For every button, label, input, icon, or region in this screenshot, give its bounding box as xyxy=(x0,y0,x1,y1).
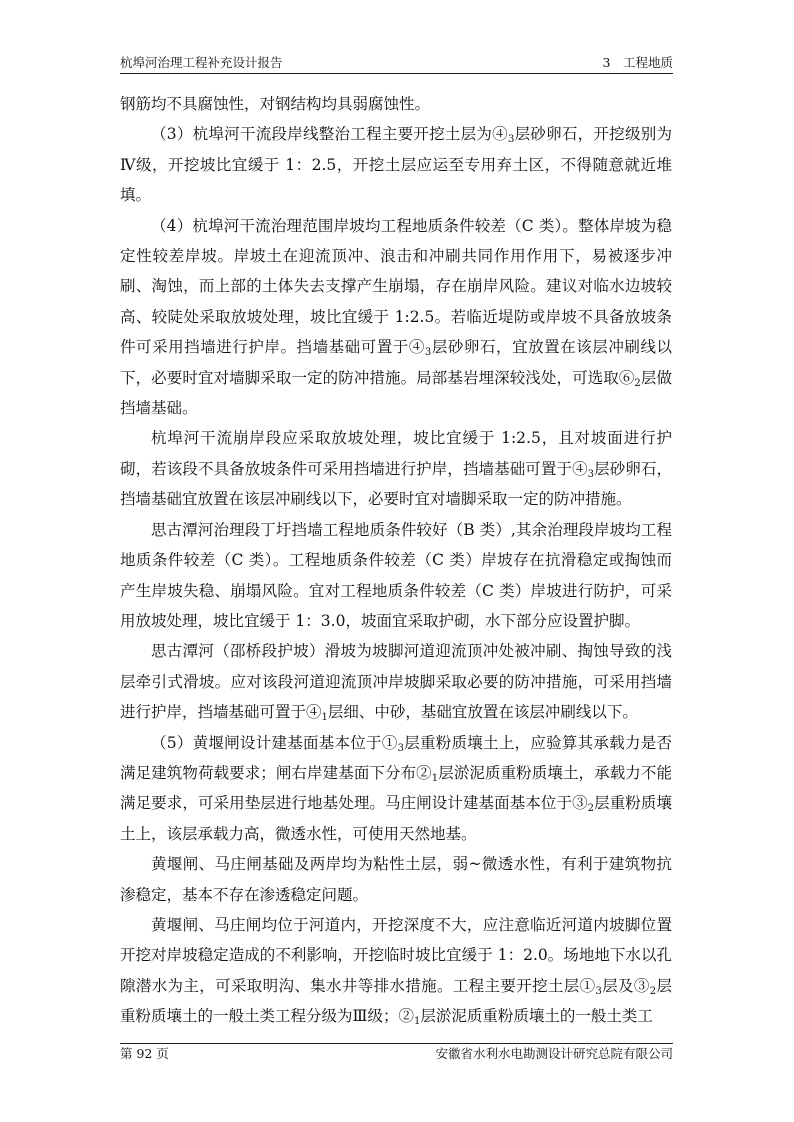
text-run: （3）杭埠河干流段岸线整治工程主要开挖土层为④ xyxy=(151,125,508,144)
text-run: 层重粉质壤土上，该层承载力高，微透水性，可使用天然地基。 xyxy=(120,794,672,843)
paragraph xyxy=(120,910,672,1032)
paragraph xyxy=(120,423,672,514)
text-run: 层重粉质壤土上，应验算其承载力是否满足建筑物荷载要求；闸右岸建基面下分布② xyxy=(120,733,672,782)
paragraph xyxy=(120,728,672,850)
chapter-title: 3 工程地质 xyxy=(602,55,673,70)
layer-subscript: 3 xyxy=(424,347,432,359)
page-footer xyxy=(120,1045,673,1063)
text-run: 层及③ xyxy=(601,976,650,995)
text-run: 层淤泥质重粉质壤土的一般土类工 xyxy=(420,1007,653,1026)
paragraph xyxy=(120,515,672,637)
layer-subscript: 2 xyxy=(587,803,595,815)
text-run: 思古潭河（邵桥段护坡）滑坡为坡脚河道迎流顶冲处被冲刷、掏蚀导致的浅层牵引式滑坡。应对该段河道迎流顶冲岸坡脚采取必要的防冲措施，可采用挡墙进行护岸，挡墙基础可置于④ xyxy=(120,642,672,722)
layer-subscript: 3 xyxy=(397,742,404,754)
text-run: 层砂卵石，开挖级别为Ⅳ级，开挖坡比宜缓于 1：2.5，开挖土层应运至专用弃土区，不得随意就近堆填。 xyxy=(120,125,672,205)
layer-subscript: 1 xyxy=(431,772,439,784)
layer-subscript: 1 xyxy=(413,1016,421,1028)
layer-subscript: 3 xyxy=(507,134,515,146)
text-run: 层砂卵石，宜放置在该层冲刷线以下，必要时宜对墙脚采取一定的防冲措施。局部基岩埋深较浅处，可选取⑥ xyxy=(120,338,672,387)
layer-subscript: 2 xyxy=(649,985,657,997)
text-run: 层细、中砂，基础宜放置在该层冲刷线以下。 xyxy=(327,703,638,722)
body-text xyxy=(120,89,672,1039)
header-rule xyxy=(120,73,673,74)
page-number: 第 92 页 xyxy=(120,1046,169,1061)
text-run: 层砂卵石，挡墙基础宜放置在该层冲刷线以下，必要时宜对墙脚采取一定的防冲措施。 xyxy=(120,459,672,509)
paragraph xyxy=(120,119,672,210)
paragraph xyxy=(120,849,672,910)
text-run: 层重粉质壤土的一般土类工程分级为Ⅲ级；② xyxy=(120,976,672,1026)
page-header xyxy=(120,54,673,72)
paragraph xyxy=(120,211,672,424)
report-title: 杭埠河治理工程补充设计报告 xyxy=(120,55,283,70)
text-run: 钢筋均不具腐蚀性，对钢结构均具弱腐蚀性。 xyxy=(120,95,431,113)
text-run: 黄堰闸、马庄闸基础及两岸均为粘性土层，弱~微透水性，有利于建筑物抗渗稳定，基本不存在渗透稳定问题。 xyxy=(120,855,672,904)
text-run: （5）黄堰闸设计建基面基本位于① xyxy=(151,733,398,752)
layer-subscript: 3 xyxy=(587,468,595,480)
footer-rule xyxy=(120,1043,673,1044)
text-run: （4）杭埠河干流治理范围岸坡均工程地质条件较差（C 类）。整体岸坡为稳定性较差岸坡。岸坡土在迎流顶冲、浪击和冲刷共同作用作用下，易被逐步冲刷、淘蚀，而上部的土体失去支撑产生崩塌，存在崩岸风险。建议对临水边坡较高、较陡处采取放坡处理，坡比宜缓于 1:2.5。若临近堤防或岸坡不具备放坡条件可采用挡墙进行护岸。挡墙基础可置于④ xyxy=(120,216,672,357)
layer-subscript: 3 xyxy=(595,985,602,997)
layer-subscript: 2 xyxy=(634,377,641,389)
institute-name: 安徽省水利水电勘测设计研究总院有限公司 xyxy=(435,1046,673,1061)
paragraph xyxy=(120,89,672,119)
text-run: 黄堰闸、马庄闸均位于河道内，开挖深度不大，应注意临近河道内坡脚位置开挖对岸坡稳定造成的不利影响，开挖临时坡比宜缓于 1：2.0。场地地下水以孔隙潜水为主，可采取明沟、集水井等排水措施。工程主要开挖土层① xyxy=(120,915,672,995)
text-run: 思古潭河治理段丁圩挡墙工程地质条件较好（B 类）,其余治理段岸坡均工程地质条件较差（C 类）。工程地质条件较差（C 类）岸坡存在抗滑稳定或掏蚀而产生岸坡失稳、崩塌风险。宜对工程地质条件较差（C 类）岸坡进行防护，可采用放坡处理，坡比宜缓于 1：3.0，坡面宜采取护砌，水下部分应设置护脚。 xyxy=(120,520,672,630)
text-run: 杭埠河干流崩岸段应采取放坡处理，坡比宜缓于 1:2.5，且对坡面进行护砌，若该段不具备放坡条件可采用挡墙进行护岸，挡墙基础可置于④ xyxy=(120,429,672,478)
layer-subscript: 1 xyxy=(321,712,328,724)
text-run: 层做挡墙基础。 xyxy=(120,368,672,418)
paragraph xyxy=(120,636,672,727)
text-run: 层淤泥质重粉质壤土，承载力不能满足要求，可采用垫层进行地基处理。马庄闸设计建基面基本位于③ xyxy=(120,763,672,813)
